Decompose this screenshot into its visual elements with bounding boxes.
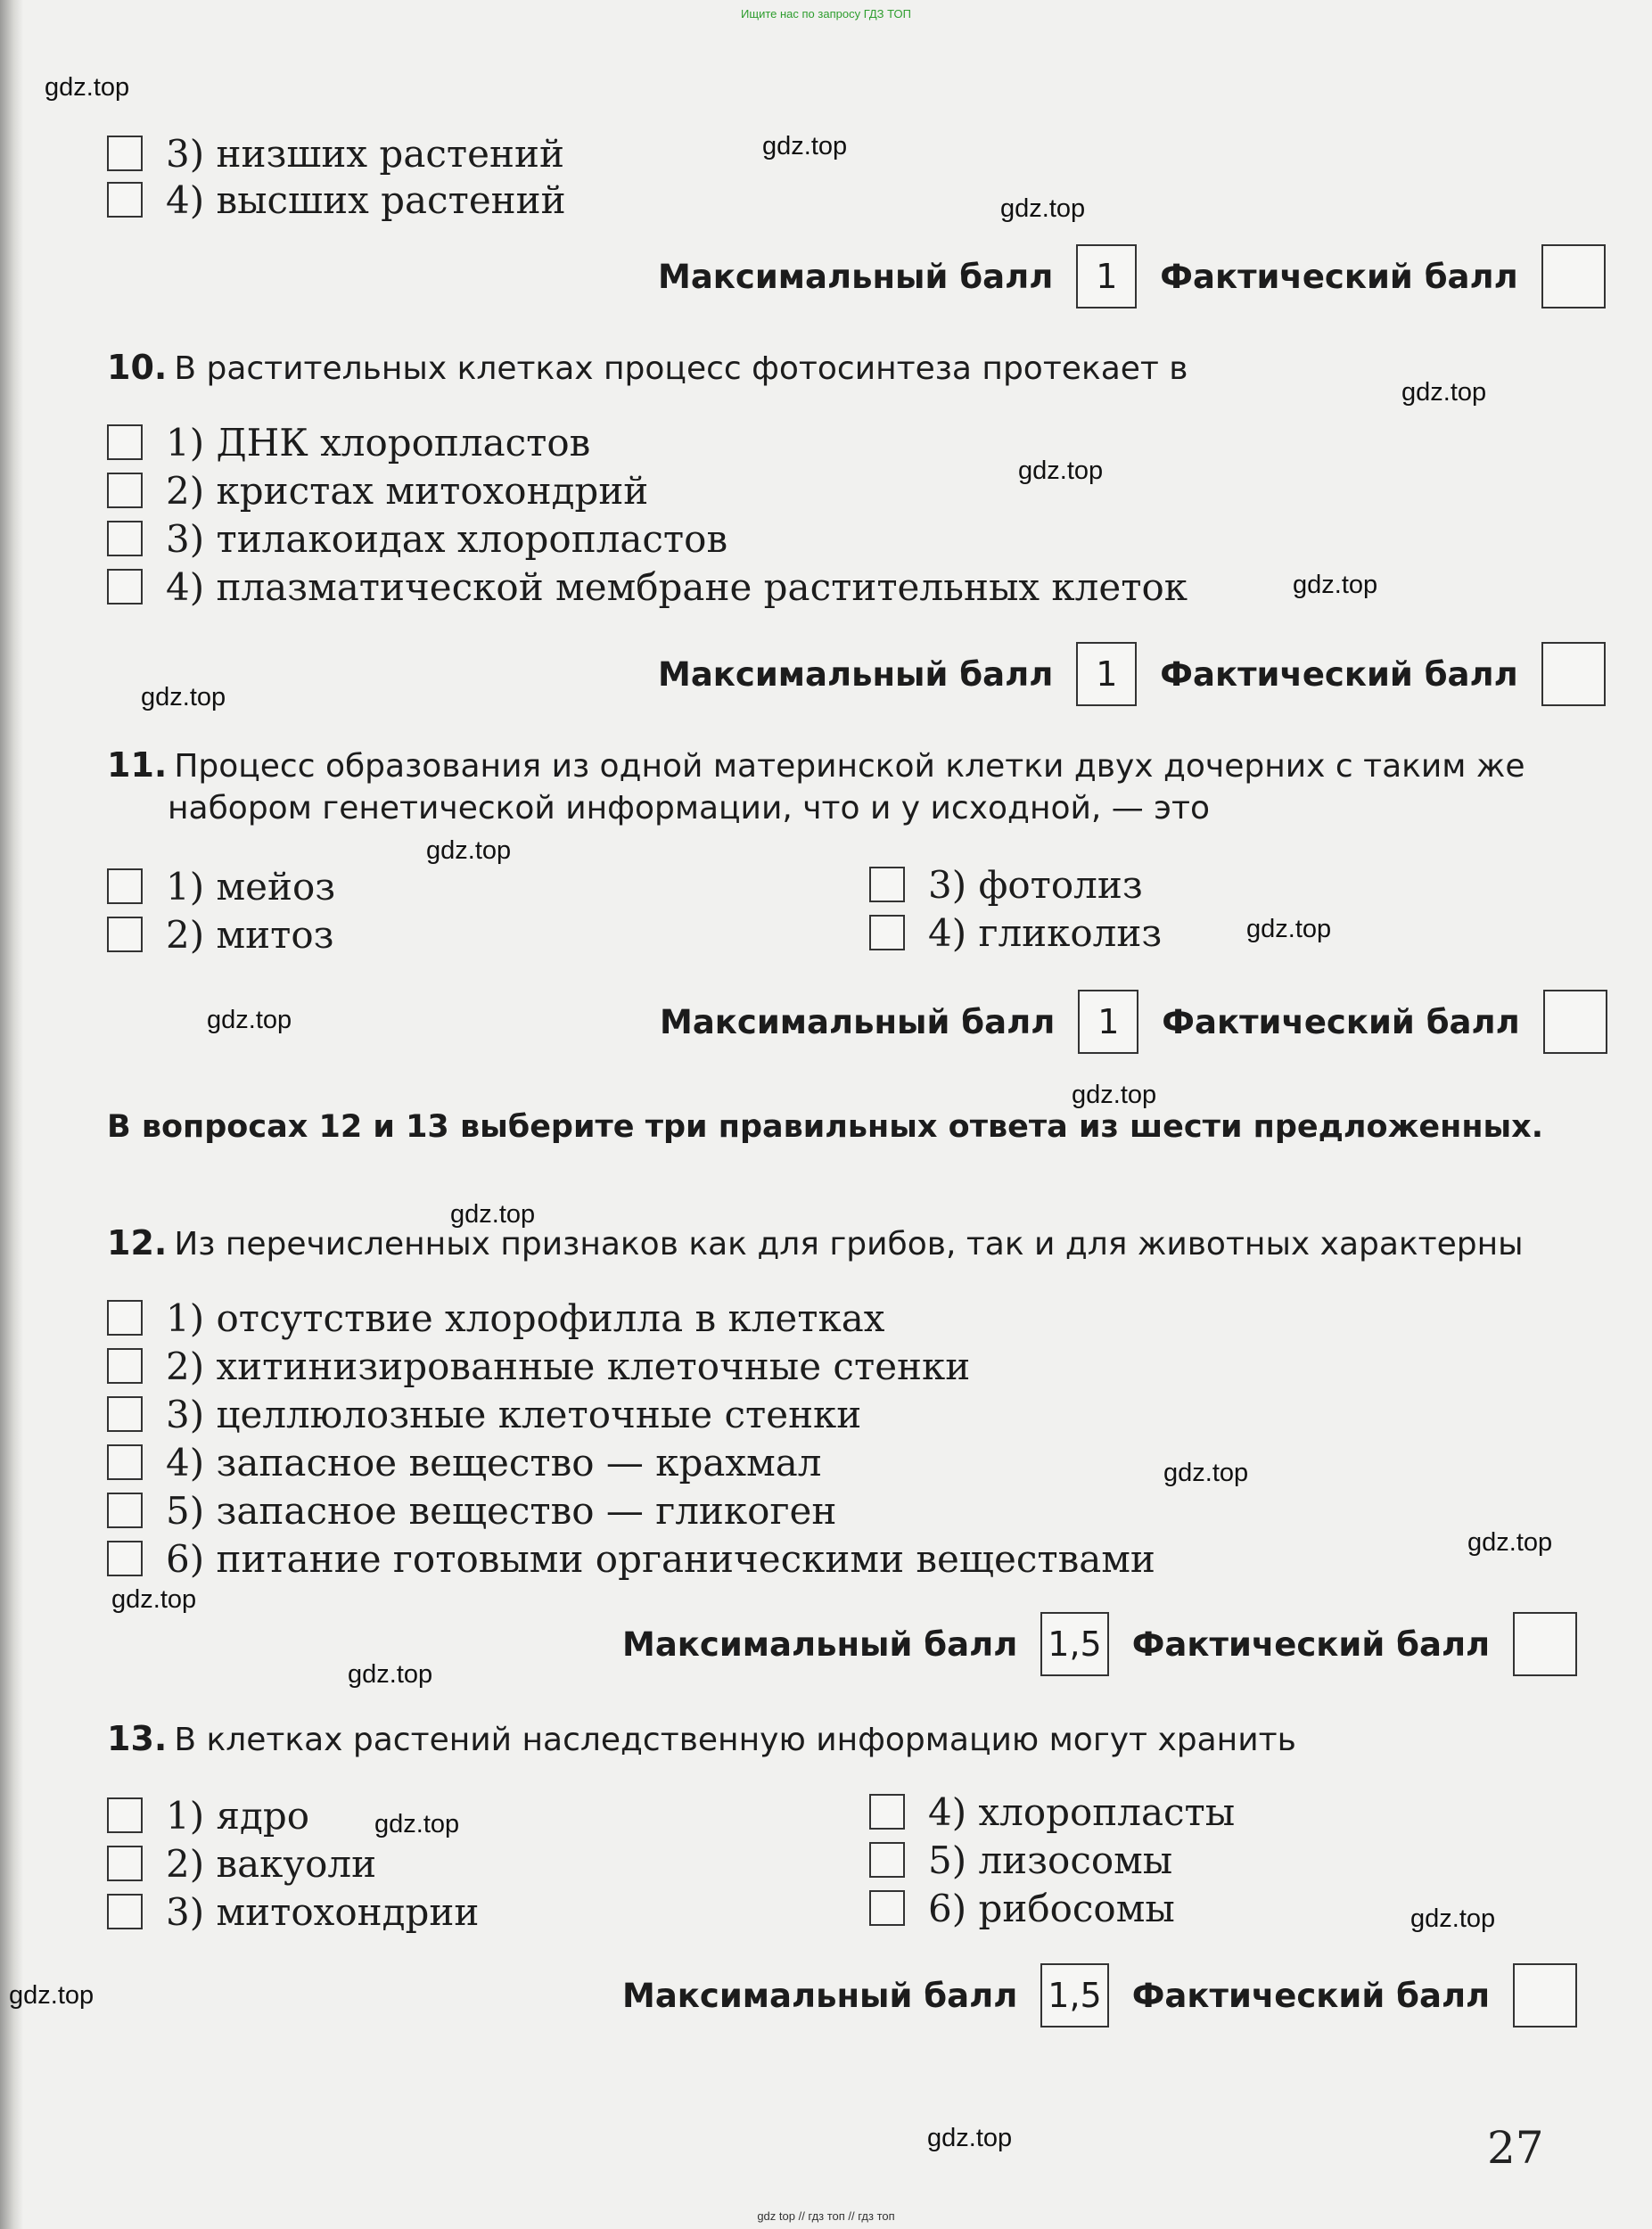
q13-prompt: 13. В клетках растений наследственную информацию могут хранить bbox=[107, 1719, 1296, 1758]
watermark: gdz.top bbox=[426, 836, 512, 865]
q11-option-1[interactable]: 1) мейоз bbox=[107, 863, 335, 909]
checkbox[interactable] bbox=[107, 1444, 143, 1480]
q12-score-row: Максимальный балл 1,5 Фактический балл bbox=[622, 1610, 1577, 1678]
checkbox[interactable] bbox=[107, 1797, 143, 1833]
watermark: gdz.top bbox=[1163, 1459, 1249, 1487]
q13-option-1[interactable]: 1) ядро bbox=[107, 1792, 309, 1838]
q10-prompt: 10. В растительных клетках процесс фотосинтеза протекает в bbox=[107, 348, 1188, 387]
max-score-box: 1,5 bbox=[1040, 1963, 1108, 2027]
q11-option-4[interactable]: 4) гликолиз bbox=[869, 909, 1162, 956]
checkbox[interactable] bbox=[107, 1894, 143, 1929]
q9-option-3[interactable]: 3) низших растений bbox=[107, 130, 564, 177]
bottom-note: gdz top // гдз топ // гдз топ bbox=[757, 2209, 895, 2223]
checkbox[interactable] bbox=[107, 1541, 143, 1576]
watermark: gdz.top bbox=[207, 1006, 292, 1034]
checkbox[interactable] bbox=[107, 136, 143, 171]
watermark: gdz.top bbox=[1467, 1528, 1553, 1557]
q12-prompt: 12. Из перечисленных признаков как для грибов, так и для животных характерны bbox=[107, 1223, 1524, 1263]
q12-option-6[interactable]: 6) питание готовыми органическими веществами bbox=[107, 1535, 1155, 1582]
q10-option-2[interactable]: 2) кристах митохондрий bbox=[107, 467, 648, 514]
fact-score-box[interactable] bbox=[1541, 642, 1606, 706]
q12-option-4[interactable]: 4) запасное вещество — крахмал bbox=[107, 1439, 822, 1485]
checkbox[interactable] bbox=[107, 1348, 143, 1384]
q12-option-1[interactable]: 1) отсутствие хлорофилла в клетках bbox=[107, 1295, 885, 1341]
q13-option-4[interactable]: 4) хлоропласты bbox=[869, 1789, 1235, 1835]
checkbox[interactable] bbox=[869, 1890, 905, 1926]
q9-score-row: Максимальный балл 1 Фактический балл bbox=[658, 243, 1606, 310]
q13-option-6[interactable]: 6) рибосомы bbox=[869, 1885, 1175, 1931]
checkbox[interactable] bbox=[107, 182, 143, 218]
watermark: gdz.top bbox=[9, 1981, 95, 2010]
q12-option-2[interactable]: 2) хитинизированные клеточные стенки bbox=[107, 1343, 970, 1389]
top-note: Ищите нас по запросу ГДЗ ТОП bbox=[741, 7, 911, 21]
q11-option-2[interactable]: 2) митоз bbox=[107, 911, 334, 958]
q13-option-2[interactable]: 2) вакуоли bbox=[107, 1840, 376, 1887]
max-score-box: 1 bbox=[1076, 244, 1137, 308]
watermark: gdz.top bbox=[1000, 194, 1086, 223]
q13-option-5[interactable]: 5) лизосомы bbox=[869, 1837, 1172, 1883]
watermark: gdz.top bbox=[1072, 1081, 1157, 1109]
watermark: gdz.top bbox=[141, 683, 226, 711]
q13-option-3[interactable]: 3) митохондрии bbox=[107, 1888, 479, 1935]
checkbox[interactable] bbox=[107, 1300, 143, 1336]
checkbox[interactable] bbox=[107, 521, 143, 556]
fact-score-box[interactable] bbox=[1543, 990, 1607, 1054]
fact-score-box[interactable] bbox=[1513, 1612, 1577, 1676]
checkbox[interactable] bbox=[869, 1794, 905, 1830]
q13-score-row: Максимальный балл 1,5 Фактический балл bbox=[622, 1962, 1577, 2029]
watermark: gdz.top bbox=[111, 1585, 197, 1614]
fact-score-box[interactable] bbox=[1541, 244, 1606, 308]
q10-option-4[interactable]: 4) плазматической мембране растительных клеток bbox=[107, 563, 1188, 610]
q10-option-1[interactable]: 1) ДНК хлоропластов bbox=[107, 419, 590, 465]
page-edge bbox=[0, 0, 23, 2229]
watermark: gdz.top bbox=[450, 1200, 536, 1229]
q11-prompt-line2: набором генетической информации, что и у исходной, — это bbox=[168, 790, 1210, 827]
q11-option-3[interactable]: 3) фотолиз bbox=[869, 861, 1143, 908]
q12-option-5[interactable]: 5) запасное вещество — гликоген bbox=[107, 1487, 836, 1534]
watermark: gdz.top bbox=[1018, 456, 1104, 485]
checkbox[interactable] bbox=[107, 473, 143, 508]
q11-prompt-line1: 11. Процесс образования из одной материнской клетки двух дочерних с таким же bbox=[107, 745, 1525, 785]
watermark: gdz.top bbox=[1293, 571, 1378, 599]
q10-option-3[interactable]: 3) тилакоидах хлоропластов bbox=[107, 515, 727, 562]
watermark: gdz.top bbox=[45, 73, 130, 102]
page-number: 27 bbox=[1487, 2122, 1544, 2174]
checkbox[interactable] bbox=[869, 1842, 905, 1878]
q10-score-row: Максимальный балл 1 Фактический балл bbox=[658, 640, 1606, 708]
checkbox[interactable] bbox=[869, 867, 905, 902]
watermark: gdz.top bbox=[762, 132, 848, 160]
q9-option-4[interactable]: 4) высших растений bbox=[107, 177, 566, 223]
section-instruction: В вопросах 12 и 13 выберите три правильных ответа из шести предложенных. bbox=[107, 1109, 1544, 1145]
checkbox[interactable] bbox=[869, 915, 905, 950]
checkbox[interactable] bbox=[107, 868, 143, 904]
watermark: gdz.top bbox=[374, 1810, 460, 1838]
max-score-box: 1 bbox=[1078, 990, 1138, 1054]
q12-option-3[interactable]: 3) целлюлозные клеточные стенки bbox=[107, 1391, 861, 1437]
watermark: gdz.top bbox=[1401, 378, 1487, 407]
max-score-box: 1,5 bbox=[1040, 1612, 1108, 1676]
watermark: gdz.top bbox=[1410, 1904, 1496, 1933]
checkbox[interactable] bbox=[107, 1846, 143, 1881]
checkbox[interactable] bbox=[107, 917, 143, 952]
q11-score-row: Максимальный балл 1 Фактический балл bbox=[660, 988, 1607, 1056]
checkbox[interactable] bbox=[107, 1396, 143, 1432]
watermark: gdz.top bbox=[1246, 915, 1332, 943]
watermark: gdz.top bbox=[348, 1660, 433, 1689]
checkbox[interactable] bbox=[107, 1493, 143, 1528]
checkbox[interactable] bbox=[107, 424, 143, 460]
checkbox[interactable] bbox=[107, 569, 143, 605]
watermark: gdz.top bbox=[927, 2124, 1013, 2152]
fact-score-box[interactable] bbox=[1513, 1963, 1577, 2027]
max-score-box: 1 bbox=[1076, 642, 1137, 706]
